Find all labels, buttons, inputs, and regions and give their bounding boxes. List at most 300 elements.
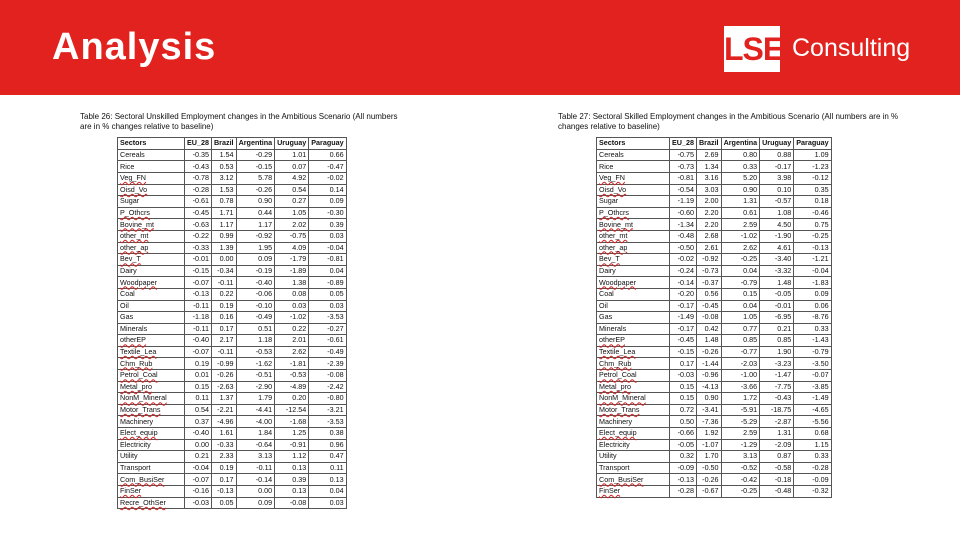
sector-name-cell: Sugar <box>118 196 185 208</box>
value-cell: 4.09 <box>275 242 309 254</box>
value-cell: -0.07 <box>794 370 831 382</box>
sector-name-cell: Minerals <box>597 323 670 335</box>
value-cell: 0.13 <box>309 474 346 486</box>
value-cell: -0.79 <box>721 277 760 289</box>
sector-name-cell: Machinery <box>597 416 670 428</box>
value-cell: 0.75 <box>794 219 831 231</box>
table-row <box>118 184 347 196</box>
value-cell: 1.70 <box>696 451 721 463</box>
value-cell: -0.11 <box>236 462 275 474</box>
table-26-caption: Table 26: Sectoral Unskilled Employment changes in the Ambitious Scenario (All numbers are in % changes relative to baseline) <box>80 112 398 131</box>
table-row <box>118 300 347 312</box>
lse-logo: LSE <box>724 26 780 72</box>
sector-name-cell: Bev_T <box>118 254 185 266</box>
sector-name-cell: FinSer <box>118 486 185 498</box>
value-cell: -0.50 <box>670 242 697 254</box>
value-cell: -0.45 <box>185 207 212 219</box>
value-cell: -7.75 <box>760 381 794 393</box>
value-cell: -0.14 <box>670 277 697 289</box>
value-cell: 0.18 <box>794 196 831 208</box>
column-header: Brazil <box>211 138 236 150</box>
value-cell: -0.18 <box>760 474 794 486</box>
sector-name-cell: Electricity <box>118 439 185 451</box>
value-cell: 0.39 <box>309 219 346 231</box>
sector-name-cell: Gas <box>597 312 670 324</box>
value-cell: -1.00 <box>721 370 760 382</box>
sector-name-cell: Woodpaper <box>597 277 670 289</box>
value-cell: -1.44 <box>696 358 721 370</box>
sector-name-cell: Sugar <box>597 196 670 208</box>
value-cell: -3.32 <box>760 265 794 277</box>
value-cell: 1.31 <box>721 196 760 208</box>
table-row <box>597 335 832 347</box>
table-row <box>597 346 832 358</box>
value-cell: -0.25 <box>794 230 831 242</box>
sector-name-cell: Metal_pro <box>118 381 185 393</box>
sector-name-cell: Dairy <box>118 265 185 277</box>
value-cell: 1.17 <box>236 219 275 231</box>
table-row <box>118 428 347 440</box>
value-cell: 0.15 <box>670 381 697 393</box>
value-cell: 1.08 <box>760 207 794 219</box>
slide-header-bar <box>0 0 960 95</box>
table-row <box>118 404 347 416</box>
value-cell: 4.92 <box>275 172 309 184</box>
sector-name-cell: Minerals <box>118 323 185 335</box>
value-cell: 1.79 <box>236 393 275 405</box>
value-cell: 0.00 <box>236 486 275 498</box>
value-cell: 0.22 <box>211 288 236 300</box>
sector-name-cell: Veg_FN <box>118 172 185 184</box>
value-cell: -2.87 <box>760 416 794 428</box>
table-row <box>118 486 347 498</box>
table-row <box>597 300 832 312</box>
table-row <box>597 474 832 486</box>
value-cell: 0.33 <box>794 451 831 463</box>
value-cell: -0.54 <box>670 184 697 196</box>
table-row <box>597 312 832 324</box>
sector-name-cell: Veg_FN <box>597 172 670 184</box>
value-cell: 2.02 <box>275 219 309 231</box>
value-cell: -0.26 <box>696 346 721 358</box>
sector-name-cell: Oil <box>118 300 185 312</box>
value-cell: -1.47 <box>760 370 794 382</box>
column-header: Paraguay <box>309 138 346 150</box>
value-cell: -0.14 <box>236 474 275 486</box>
table-row <box>118 312 347 324</box>
value-cell: 0.53 <box>211 161 236 173</box>
table-row <box>118 149 347 161</box>
sector-name-cell: NonM_Mineral <box>118 393 185 405</box>
value-cell: -0.49 <box>309 346 346 358</box>
value-cell: 1.05 <box>721 312 760 324</box>
value-cell: -0.73 <box>696 265 721 277</box>
column-header: Argentina <box>236 138 275 150</box>
value-cell: -0.08 <box>275 497 309 509</box>
table-row <box>118 196 347 208</box>
value-cell: 0.85 <box>760 335 794 347</box>
value-cell: 5.20 <box>721 172 760 184</box>
value-cell: 1.05 <box>275 207 309 219</box>
table-row <box>118 370 347 382</box>
sector-name-cell: Textile_Lea <box>597 346 670 358</box>
value-cell: -0.92 <box>236 230 275 242</box>
value-cell: 2.61 <box>696 242 721 254</box>
value-cell: 1.38 <box>275 277 309 289</box>
value-cell: -0.61 <box>309 335 346 347</box>
value-cell: -1.07 <box>696 439 721 451</box>
value-cell: 0.85 <box>721 335 760 347</box>
value-cell: 1.53 <box>211 184 236 196</box>
value-cell: 0.90 <box>721 184 760 196</box>
value-cell: 0.32 <box>670 451 697 463</box>
value-cell: -0.67 <box>696 486 721 498</box>
value-cell: -2.63 <box>211 381 236 393</box>
value-cell: -0.22 <box>185 230 212 242</box>
value-cell: 1.09 <box>794 149 831 161</box>
sector-name-cell: Recre_OthSer <box>118 497 185 509</box>
table-row <box>597 462 832 474</box>
value-cell: -1.02 <box>275 312 309 324</box>
value-cell: 2.20 <box>696 207 721 219</box>
value-cell: -5.56 <box>794 416 831 428</box>
value-cell: -0.79 <box>794 346 831 358</box>
value-cell: 0.17 <box>670 358 697 370</box>
value-cell: 0.66 <box>309 149 346 161</box>
value-cell: 0.33 <box>794 323 831 335</box>
column-header: EU_28 <box>185 138 212 150</box>
value-cell: -4.65 <box>794 404 831 416</box>
value-cell: -0.08 <box>696 312 721 324</box>
sector-name-cell: Chm_Rub <box>597 358 670 370</box>
value-cell: 0.19 <box>211 462 236 474</box>
table-row <box>118 207 347 219</box>
column-header: Argentina <box>721 138 760 150</box>
sector-name-cell: Electricity <box>597 439 670 451</box>
value-cell: -0.46 <box>794 207 831 219</box>
value-cell: -1.90 <box>760 230 794 242</box>
value-cell: -0.20 <box>670 288 697 300</box>
value-cell: -0.03 <box>670 370 697 382</box>
value-cell: -0.06 <box>236 288 275 300</box>
value-cell: -0.48 <box>760 486 794 498</box>
sector-name-cell: Coal <box>118 288 185 300</box>
value-cell: -0.42 <box>721 474 760 486</box>
value-cell: 0.99 <box>211 230 236 242</box>
value-cell: 0.54 <box>275 184 309 196</box>
table-row <box>597 323 832 335</box>
value-cell: -0.81 <box>670 172 697 184</box>
sector-name-cell: Dairy <box>597 265 670 277</box>
table-row <box>118 462 347 474</box>
value-cell: 0.20 <box>275 393 309 405</box>
value-cell: -0.64 <box>236 439 275 451</box>
value-cell: 1.54 <box>211 149 236 161</box>
sector-name-cell: P_Othcrs <box>597 207 670 219</box>
table-row <box>597 381 832 393</box>
value-cell: 0.09 <box>236 254 275 266</box>
value-cell: 1.18 <box>236 335 275 347</box>
table-row <box>118 161 347 173</box>
value-cell: -0.40 <box>185 335 212 347</box>
value-cell: 1.34 <box>696 161 721 173</box>
value-cell: 1.61 <box>211 428 236 440</box>
sector-name-cell: Rice <box>597 161 670 173</box>
column-header: Uruguay <box>760 138 794 150</box>
value-cell: -3.23 <box>760 358 794 370</box>
sector-name-cell: Oisd_Vo <box>118 184 185 196</box>
value-cell: 1.92 <box>696 428 721 440</box>
value-cell: 0.05 <box>211 497 236 509</box>
value-cell: -0.15 <box>670 346 697 358</box>
value-cell: 0.04 <box>721 265 760 277</box>
value-cell: -1.43 <box>794 335 831 347</box>
value-cell: 0.68 <box>794 428 831 440</box>
table-row <box>597 288 832 300</box>
value-cell: 0.04 <box>721 300 760 312</box>
value-cell: 1.39 <box>211 242 236 254</box>
value-cell: -1.21 <box>794 254 831 266</box>
value-cell: -0.15 <box>236 161 275 173</box>
value-cell: 1.12 <box>275 451 309 463</box>
value-cell: 0.35 <box>794 184 831 196</box>
table-row <box>597 277 832 289</box>
table-row <box>118 230 347 242</box>
value-cell: -18.75 <box>760 404 794 416</box>
value-cell: -0.01 <box>760 300 794 312</box>
value-cell: 1.48 <box>696 335 721 347</box>
value-cell: -0.26 <box>696 474 721 486</box>
sector-name-cell: Elect_equip <box>118 428 185 440</box>
value-cell: 1.15 <box>794 439 831 451</box>
value-cell: -0.30 <box>309 207 346 219</box>
table-row <box>597 358 832 370</box>
value-cell: 0.11 <box>185 393 212 405</box>
value-cell: -4.96 <box>211 416 236 428</box>
value-cell: -0.11 <box>211 277 236 289</box>
value-cell: -1.23 <box>794 161 831 173</box>
value-cell: 3.13 <box>236 451 275 463</box>
table-row <box>597 207 832 219</box>
sector-name-cell: Cereals <box>597 149 670 161</box>
value-cell: 0.88 <box>760 149 794 161</box>
value-cell: 0.15 <box>721 288 760 300</box>
table-27-panel <box>558 112 918 498</box>
value-cell: 0.17 <box>211 323 236 335</box>
value-cell: 0.10 <box>760 184 794 196</box>
value-cell: -3.66 <box>721 381 760 393</box>
value-cell: -0.09 <box>794 474 831 486</box>
sector-name-cell: Rice <box>118 161 185 173</box>
sector-name-cell: other_ap <box>118 242 185 254</box>
value-cell: -0.12 <box>794 172 831 184</box>
value-cell: -0.50 <box>696 462 721 474</box>
value-cell: 0.13 <box>275 462 309 474</box>
value-cell: 0.03 <box>309 300 346 312</box>
value-cell: -0.63 <box>185 219 212 231</box>
value-cell: 0.96 <box>309 439 346 451</box>
value-cell: -2.90 <box>236 381 275 393</box>
value-cell: 0.03 <box>309 497 346 509</box>
value-cell: -0.75 <box>275 230 309 242</box>
value-cell: -7.36 <box>696 416 721 428</box>
sector-name-cell: Utility <box>118 451 185 463</box>
value-cell: -0.10 <box>236 300 275 312</box>
table-26-panel <box>80 112 410 509</box>
value-cell: -1.83 <box>794 277 831 289</box>
value-cell: -2.21 <box>211 404 236 416</box>
value-cell: 0.08 <box>275 288 309 300</box>
value-cell: 1.25 <box>275 428 309 440</box>
value-cell: 1.31 <box>760 428 794 440</box>
value-cell: 0.37 <box>185 416 212 428</box>
value-cell: -0.78 <box>185 172 212 184</box>
value-cell: 1.95 <box>236 242 275 254</box>
table-row <box>597 439 832 451</box>
value-cell: -0.45 <box>670 335 697 347</box>
column-header: Brazil <box>696 138 721 150</box>
table-26 <box>117 137 347 509</box>
value-cell: -3.53 <box>309 312 346 324</box>
value-cell: -0.19 <box>236 265 275 277</box>
value-cell: 0.51 <box>236 323 275 335</box>
column-header: Sectors <box>597 138 670 150</box>
slide-title: Analysis <box>52 26 217 68</box>
value-cell: -1.49 <box>670 312 697 324</box>
value-cell: -0.04 <box>185 462 212 474</box>
sector-name-cell: Petrol_Coal <box>597 370 670 382</box>
table-row <box>597 486 832 498</box>
value-cell: -0.13 <box>670 474 697 486</box>
value-cell: 0.61 <box>721 207 760 219</box>
table-row <box>118 497 347 509</box>
sector-name-cell: Oisd_Vo <box>597 184 670 196</box>
table-row <box>597 428 832 440</box>
value-cell: -6.95 <box>760 312 794 324</box>
sector-name-cell: other_ap <box>597 242 670 254</box>
value-cell: -3.21 <box>309 404 346 416</box>
table-row <box>118 288 347 300</box>
sector-name-cell: Utility <box>597 451 670 463</box>
value-cell: 0.14 <box>309 184 346 196</box>
value-cell: -0.08 <box>309 370 346 382</box>
value-cell: -0.13 <box>185 288 212 300</box>
value-cell: 0.19 <box>211 300 236 312</box>
sector-name-cell: Oil <box>597 300 670 312</box>
table-row <box>597 196 832 208</box>
value-cell: 0.44 <box>236 207 275 219</box>
table-row <box>597 254 832 266</box>
value-cell: 2.33 <box>211 451 236 463</box>
sector-name-cell: Gas <box>118 312 185 324</box>
value-cell: -1.62 <box>236 358 275 370</box>
value-cell: 1.37 <box>211 393 236 405</box>
value-cell: -1.79 <box>275 254 309 266</box>
value-cell: -0.11 <box>185 300 212 312</box>
table-27-caption: Table 27: Sectoral Skilled Employment changes in the Ambitious Scenario (All numbers are in % changes relative to baseline) <box>558 112 899 131</box>
value-cell: -1.89 <box>275 265 309 277</box>
value-cell: -0.05 <box>670 439 697 451</box>
value-cell: -0.81 <box>309 254 346 266</box>
value-cell: 5.78 <box>236 172 275 184</box>
value-cell: 0.07 <box>275 161 309 173</box>
table-row <box>118 451 347 463</box>
sector-name-cell: NonM_Mineral <box>597 393 670 405</box>
table-row <box>597 404 832 416</box>
table-row <box>118 346 347 358</box>
value-cell: -0.47 <box>309 161 346 173</box>
table-row <box>118 172 347 184</box>
value-cell: 0.19 <box>185 358 212 370</box>
value-cell: -0.02 <box>670 254 697 266</box>
value-cell: -0.03 <box>185 497 212 509</box>
value-cell: 0.21 <box>760 323 794 335</box>
value-cell: -0.17 <box>760 161 794 173</box>
value-cell: -0.25 <box>721 486 760 498</box>
value-cell: 0.13 <box>275 486 309 498</box>
value-cell: -0.58 <box>760 462 794 474</box>
value-cell: 0.39 <box>275 474 309 486</box>
value-cell: -0.17 <box>670 323 697 335</box>
value-cell: -0.37 <box>696 277 721 289</box>
value-cell: -0.45 <box>696 300 721 312</box>
sector-name-cell: Bovine_mt <box>597 219 670 231</box>
value-cell: 0.50 <box>670 416 697 428</box>
value-cell: 0.77 <box>721 323 760 335</box>
value-cell: 3.13 <box>721 451 760 463</box>
value-cell: 0.87 <box>760 451 794 463</box>
value-cell: 2.69 <box>696 149 721 161</box>
value-cell: 1.71 <box>211 207 236 219</box>
sector-name-cell: Elect_equip <box>597 428 670 440</box>
value-cell: 3.12 <box>211 172 236 184</box>
value-cell: -0.13 <box>794 242 831 254</box>
sector-name-cell: other_mt <box>597 230 670 242</box>
value-cell: -1.81 <box>275 358 309 370</box>
sector-name-cell: Petrol_Coal <box>118 370 185 382</box>
value-cell: -0.26 <box>211 370 236 382</box>
table-row <box>118 381 347 393</box>
sector-name-cell: Motor_Trans <box>597 404 670 416</box>
table-row <box>118 439 347 451</box>
value-cell: -0.33 <box>185 242 212 254</box>
value-cell: -0.73 <box>670 161 697 173</box>
sector-name-cell: Com_BusiSer <box>118 474 185 486</box>
value-cell: 2.62 <box>275 346 309 358</box>
value-cell: 2.59 <box>721 219 760 231</box>
value-cell: -0.40 <box>185 428 212 440</box>
value-cell: -3.50 <box>794 358 831 370</box>
sector-name-cell: Transport <box>118 462 185 474</box>
column-header: EU_28 <box>670 138 697 150</box>
value-cell: -0.04 <box>309 242 346 254</box>
value-cell: -0.01 <box>185 254 212 266</box>
value-cell: -1.49 <box>794 393 831 405</box>
value-cell: -2.42 <box>309 381 346 393</box>
table-row <box>597 370 832 382</box>
value-cell: 0.72 <box>670 404 697 416</box>
table-27 <box>596 137 832 497</box>
value-cell: -0.11 <box>211 346 236 358</box>
sector-name-cell: Motor_Trans <box>118 404 185 416</box>
value-cell: -3.53 <box>309 416 346 428</box>
value-cell: 0.27 <box>275 196 309 208</box>
value-cell: -3.41 <box>696 404 721 416</box>
value-cell: 2.62 <box>721 242 760 254</box>
value-cell: 0.03 <box>275 300 309 312</box>
value-cell: -0.40 <box>236 277 275 289</box>
sector-name-cell: Metal_pro <box>597 381 670 393</box>
